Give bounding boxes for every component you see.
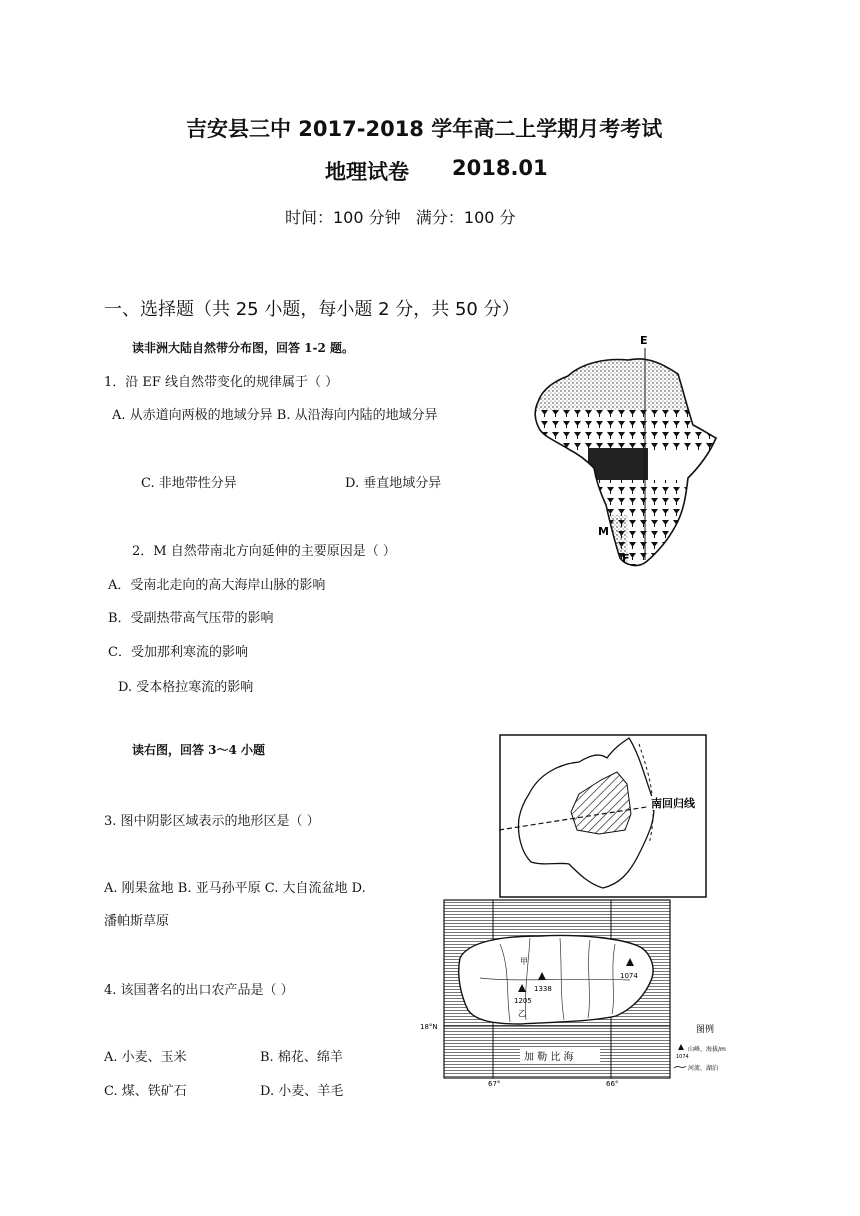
exam-time-info: 时间：100 分钟 满分：100 分 <box>285 208 516 227</box>
q3-options-line2: 潘帕斯草原 <box>104 914 170 929</box>
q1-option-c: C. 非地带性分异 <box>141 476 237 491</box>
lon-label-66: 66° <box>606 1080 619 1088</box>
legend-river-label: 河流、湖泊 <box>688 1065 719 1072</box>
lon-label-67: 67° <box>488 1080 501 1088</box>
legend-peak-label: 山峰、海拔/m <box>688 1046 726 1053</box>
sea-label: 加 勒 比 海 <box>524 1052 574 1063</box>
legend-value: 1074 <box>676 1054 689 1060</box>
peak-1205: 1205 <box>514 997 532 1005</box>
lat-label: 18°N <box>420 1023 438 1031</box>
exam-subject: 地理试卷 <box>325 160 409 184</box>
peak-1074: 1074 <box>620 972 638 980</box>
exam-date: 2018.01 <box>452 156 548 180</box>
q2-option-d: D. 受本格拉寒流的影响 <box>118 680 254 695</box>
africa-label-f: F <box>622 552 630 565</box>
q4-option-d: D. 小麦、羊毛 <box>260 1084 344 1099</box>
island-map <box>420 898 768 1088</box>
q2-option-c: C．受加那利寒流的影响 <box>108 645 248 660</box>
africa-label-e: E <box>640 334 648 347</box>
q1-stem: 1．沿 EF 线自然带变化的规律属于（ ） <box>104 375 339 390</box>
africa-label-m: M <box>598 525 609 538</box>
peak-1338: 1338 <box>534 985 552 993</box>
tropic-label: 南回归线 <box>651 797 695 810</box>
place-jia: 甲 <box>520 957 528 966</box>
q2-option-b: B．受副热带高气压带的影响 <box>108 611 274 626</box>
q2-option-a: A．受南北走向的高大海岸山脉的影响 <box>108 578 326 593</box>
q4-option-b: B. 棉花、绵羊 <box>260 1050 343 1065</box>
australia-map <box>499 734 709 898</box>
africa-map <box>528 330 718 576</box>
legend-peak-icon <box>678 1044 684 1050</box>
section-heading: 一、选择题（共 25 小题，每小题 2 分，共 50 分） <box>104 299 520 320</box>
q3-options-line1: A. 刚果盆地 B. 亚马孙平原 C. 大自流盆地 D. <box>104 881 366 896</box>
q2-stem: 2．M 自然带南北方向延伸的主要原因是（ ） <box>132 544 396 559</box>
q1-options-ab: A. 从赤道向两极的地域分异 B. 从沿海向内陆的地域分异 <box>112 408 438 423</box>
q4-option-a: A. 小麦、玉米 <box>104 1050 187 1065</box>
q4-option-c: C. 煤、铁矿石 <box>104 1084 187 1099</box>
exam-title: 吉安县三中 2017-2018 学年高二上学期月考考试 <box>186 117 663 141</box>
legend-title: 图例 <box>696 1025 715 1035</box>
place-yi: 乙 <box>518 1009 526 1018</box>
legend-river-icon <box>674 1066 686 1068</box>
group2-intro: 读右图，回答 3～4 小题 <box>132 743 266 757</box>
q3-stem: 3. 图中阴影区域表示的地形区是（ ） <box>104 814 320 829</box>
group1-intro: 读非洲大陆自然带分布图，回答 1-2 题。 <box>132 341 355 355</box>
q4-stem: 4. 该国著名的出口农产品是（ ） <box>104 983 294 998</box>
q1-option-d: D. 垂直地域分异 <box>345 476 442 491</box>
